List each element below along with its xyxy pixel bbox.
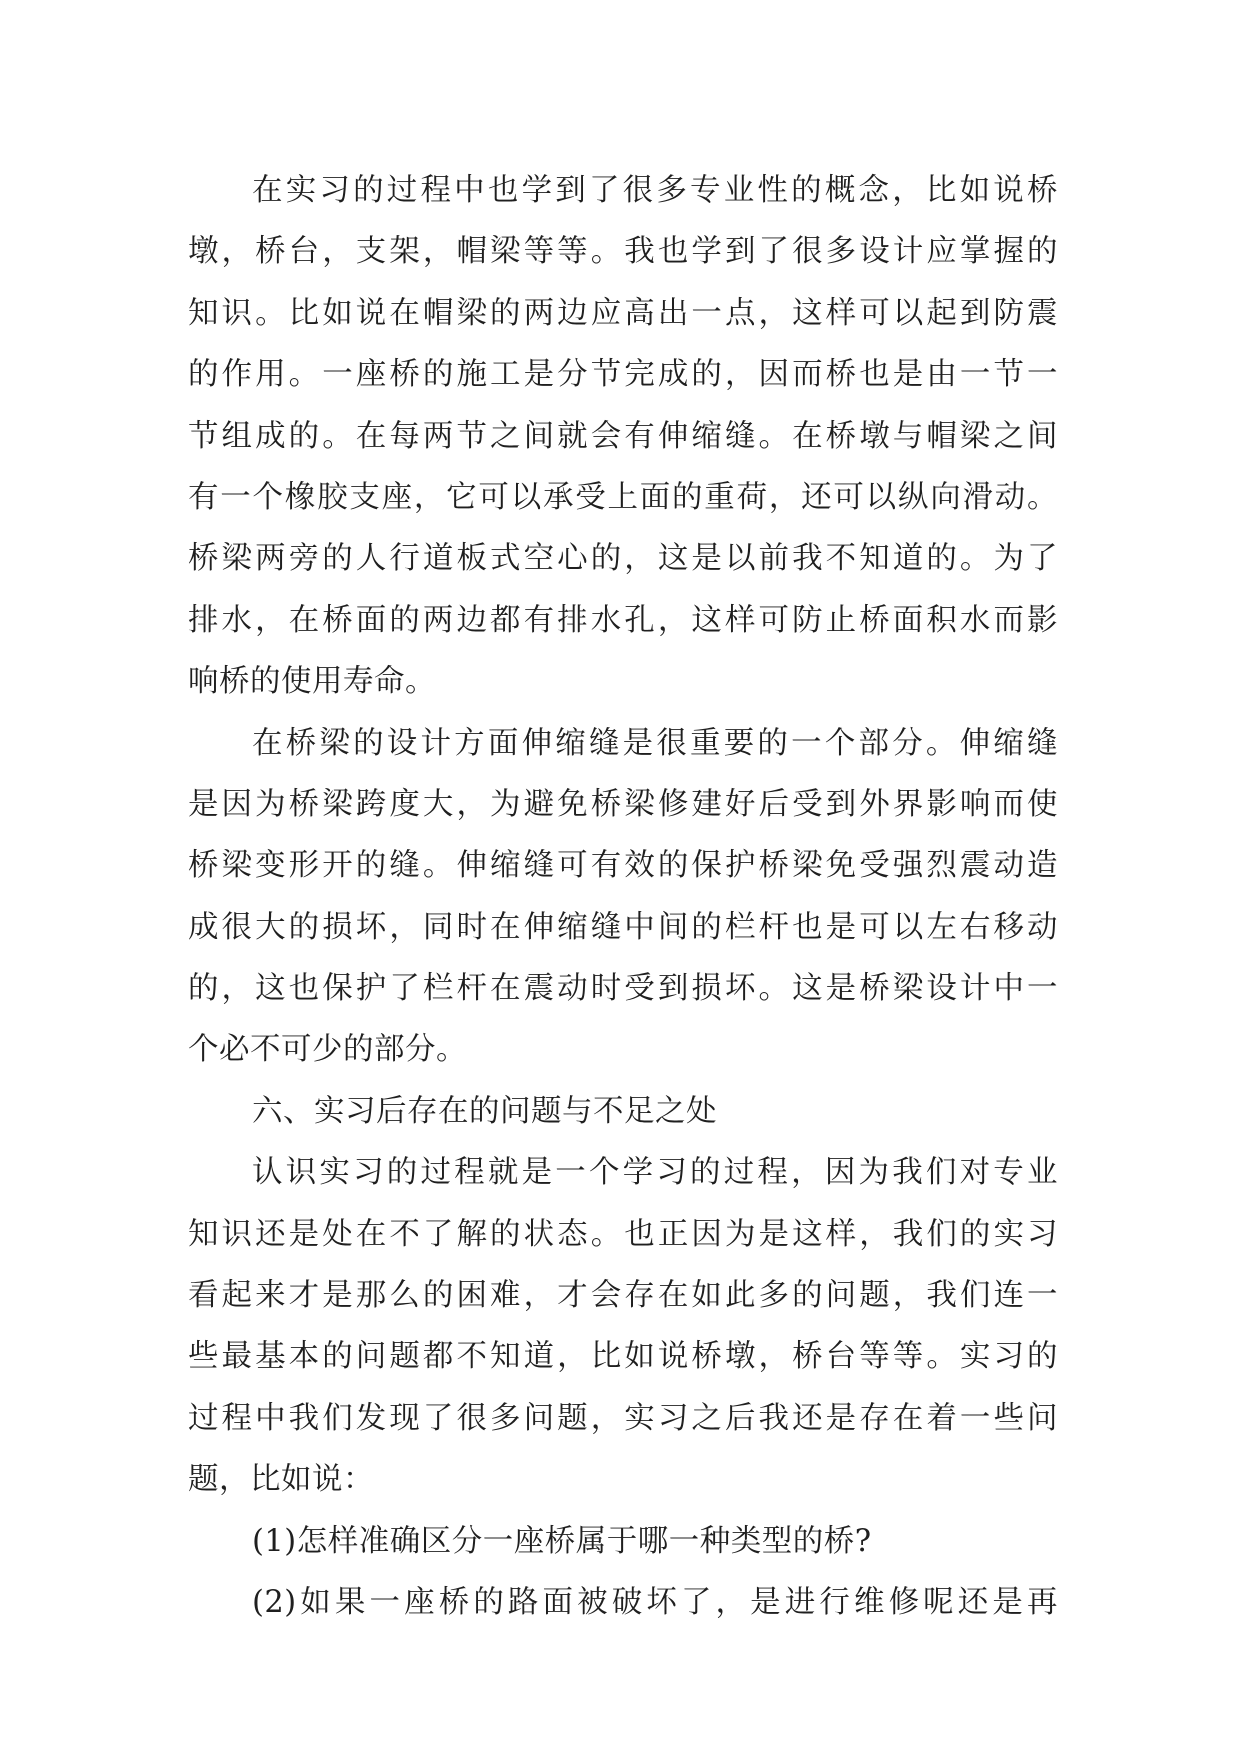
paragraph-line: 有一个橡胶支座，它可以承受上面的重荷，还可以纵向滑动。 — [188, 479, 1058, 515]
paragraph-line: 节组成的。在每两节之间就会有伸缩缝。在桥墩与帽梁之间 — [188, 418, 1058, 454]
paragraph-line: 知识。比如说在帽梁的两边应高出一点，这样可以起到防震 — [188, 295, 1058, 331]
paragraph-line: 桥梁变形开的缝。伸缩缝可有效的保护桥梁免受强烈震动造 — [188, 848, 1058, 884]
paragraph-line: 些最基本的问题都不知道，比如说桥墩，桥台等等。实习的 — [188, 1339, 1058, 1375]
paragraph-line: 墩，桥台，支架，帽梁等等。我也学到了很多设计应掌握的 — [188, 234, 1058, 270]
paragraph-line: 成很大的损坏，同时在伸缩缝中间的栏杆也是可以左右移动 — [188, 909, 1058, 945]
paragraph-line: 响桥的使用寿命。 — [188, 664, 436, 700]
paragraph-line: 题，比如说： — [188, 1462, 374, 1498]
paragraph-line: 的，这也保护了栏杆在震动时受到损坏。这是桥梁设计中一 — [188, 971, 1058, 1007]
paragraph-line: 知识还是处在不了解的状态。也正因为是这样，我们的实习 — [188, 1216, 1058, 1252]
paragraph-line: 是因为桥梁跨度大，为避免桥梁修建好后受到外界影响而使 — [188, 786, 1058, 822]
document-body — [188, 160, 1058, 1633]
paragraph-line: 个必不可少的部分。 — [188, 1032, 467, 1068]
paragraph-line: 排水，在桥面的两边都有排水孔，这样可防止桥面积水而影 — [188, 602, 1058, 638]
paragraph-line: 桥梁两旁的人行道板式空心的，这是以前我不知道的。为了 — [188, 541, 1058, 577]
paragraph-line: 看起来才是那么的困难，才会存在如此多的问题，我们连一 — [188, 1278, 1058, 1314]
section-heading: 六、实习后存在的问题与不足之处 — [252, 1093, 717, 1129]
list-item: (1)怎样准确区分一座桥属于哪一种类型的桥? — [252, 1523, 872, 1559]
paragraph-line: 在实习的过程中也学到了很多专业性的概念，比如说桥 — [252, 173, 1058, 208]
paragraph-line: 过程中我们发现了很多问题，实习之后我还是存在着一些问 — [188, 1400, 1058, 1436]
paragraph-line: 在桥梁的设计方面伸缩缝是很重要的一个部分。伸缩缝 — [252, 725, 1058, 761]
list-item: (2)如果一座桥的路面被破坏了，是进行维修呢还是再 — [252, 1584, 1058, 1620]
paragraph-line: 的作用。一座桥的施工是分节完成的，因而桥也是由一节一 — [188, 357, 1058, 393]
paragraph-line: 认识实习的过程就是一个学习的过程，因为我们对专业 — [252, 1155, 1058, 1191]
